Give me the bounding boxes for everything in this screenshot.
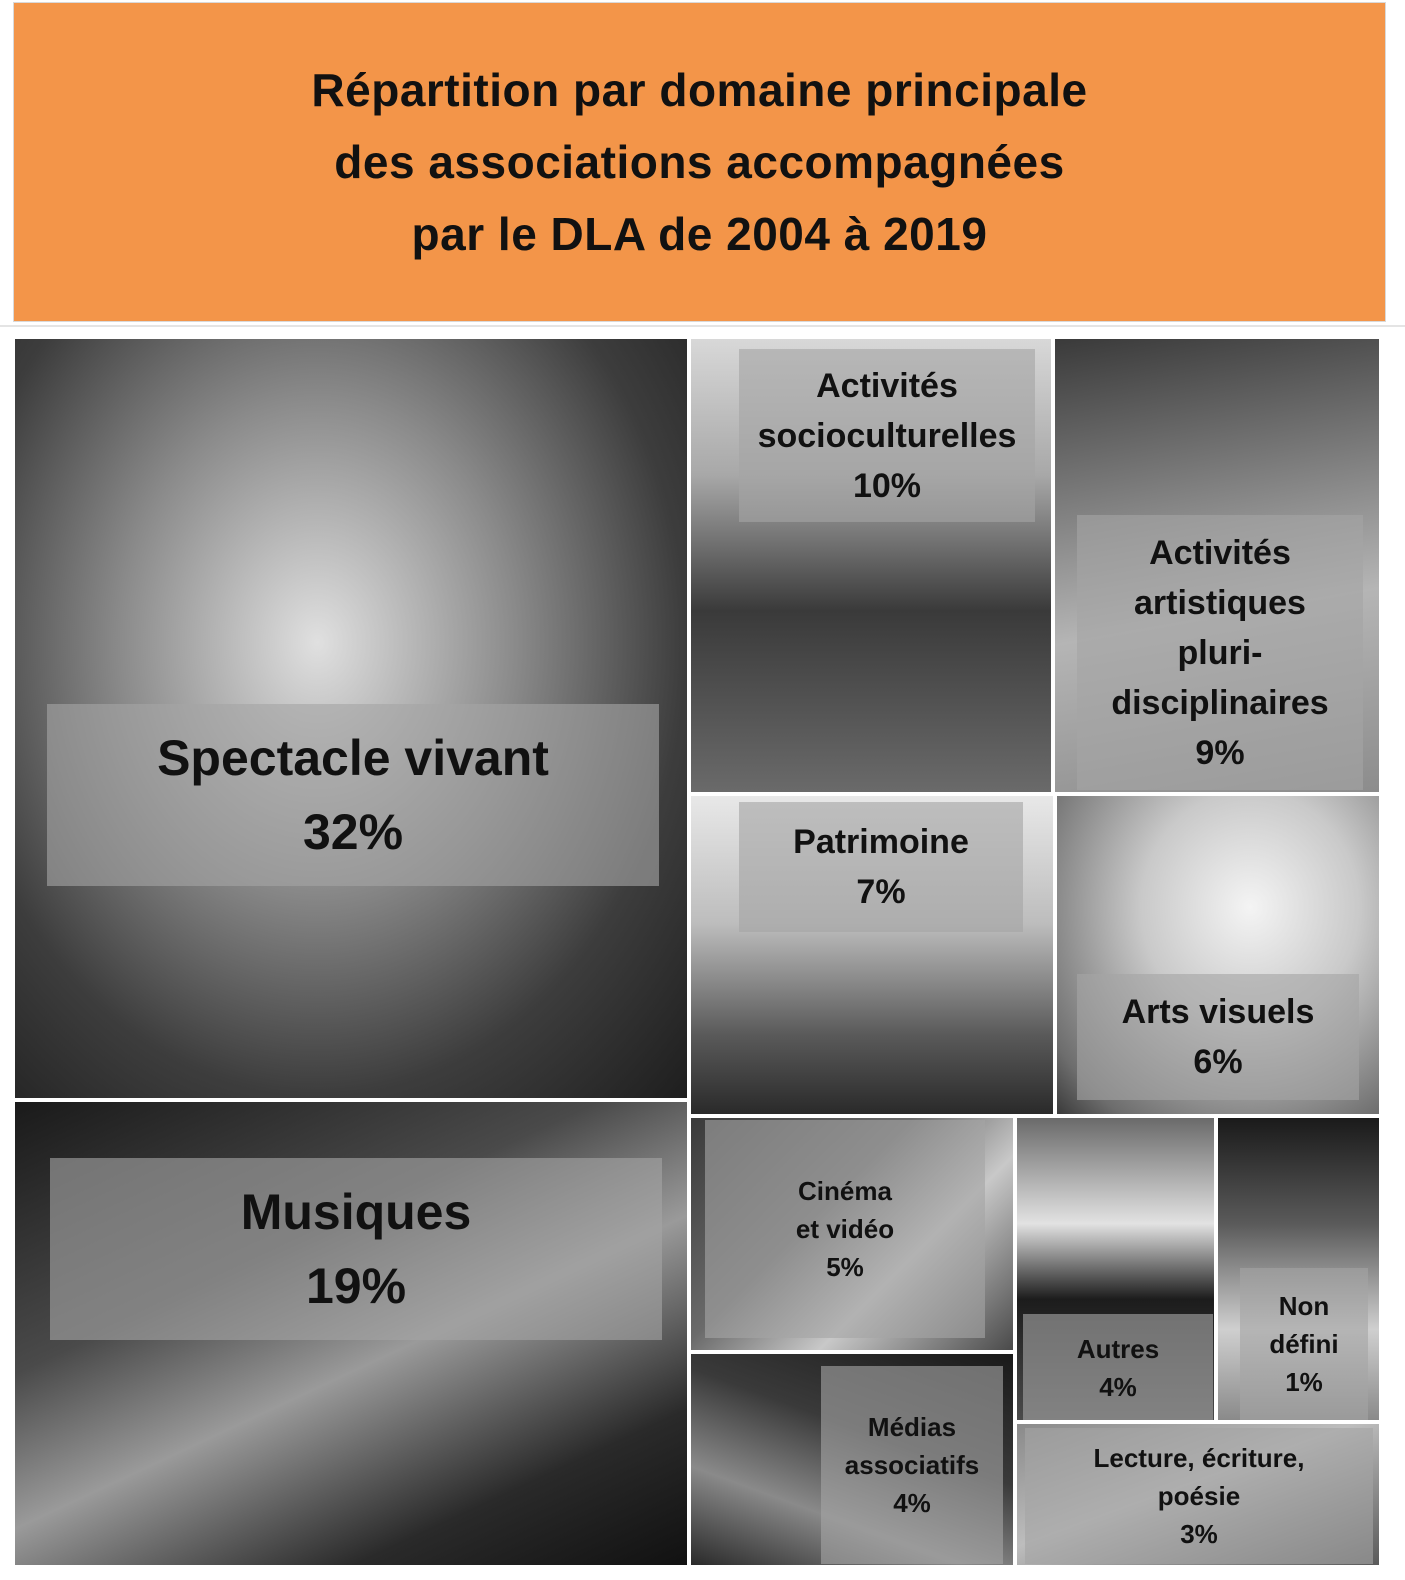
tile-label-name: Non défini: [1269, 1291, 1339, 1359]
chart-title: Répartition par domaine principale des associations accompagnées par le DLA de 2004 à 2019: [311, 64, 1088, 260]
tile-label-value: 5%: [826, 1252, 864, 1282]
treemap-tile-arts-visuels: [1055, 794, 1381, 1116]
treemap-tile-lecture-ecriture-poesie: [1015, 1422, 1381, 1567]
treemap-tile-musiques: [13, 1100, 689, 1567]
tile-label-value: 6%: [1193, 1043, 1243, 1081]
tile-label-value: 9%: [1195, 733, 1245, 772]
tile-label-box: [1240, 1268, 1368, 1420]
tile-label-name: Musiques: [240, 1184, 472, 1240]
tile-label-box: [1077, 974, 1359, 1100]
tile-label-name: Patrimoine: [793, 823, 969, 861]
tile-label-name: Spectacle vivant: [157, 730, 549, 786]
treemap-tile-activites-socioculturelles: [689, 337, 1053, 794]
tile-label-box: [705, 1120, 985, 1338]
tile-label-name: Médias associatifs: [844, 1412, 980, 1480]
treemap-tile-non-defini: [1216, 1116, 1381, 1422]
tile-label-name: Lecture, écriture, poésie: [1093, 1443, 1305, 1511]
tile-label-box: [1077, 515, 1363, 790]
tile-label-box: [47, 704, 659, 886]
tile-label-value: 1%: [1285, 1367, 1323, 1397]
tile-label-value: 4%: [893, 1488, 931, 1518]
tile-label-value: 19%: [305, 1258, 407, 1314]
tile-label-value: 3%: [1180, 1519, 1218, 1549]
tile-label-box: [50, 1158, 662, 1340]
tile-label-value: 4%: [1099, 1372, 1137, 1402]
tile-label-value: 32%: [302, 804, 404, 860]
tile-label-name: Arts visuels: [1121, 993, 1315, 1031]
tile-label-box: [739, 349, 1035, 522]
tile-label-value: 7%: [856, 873, 906, 911]
treemap-tile-activites-artistiques: [1053, 337, 1381, 794]
treemap-tile-autres: [1015, 1116, 1216, 1422]
treemap-tile-patrimoine: [689, 794, 1055, 1116]
tile-label-name: Activités socioculturelles: [757, 366, 1017, 455]
tile-label-box: [1025, 1428, 1373, 1564]
treemap-tile-spectacle-vivant: [13, 337, 689, 1100]
tile-label-value: 10%: [852, 466, 922, 505]
tile-label-name: Cinéma et vidéo: [795, 1176, 895, 1244]
tile-label-name: Autres: [1076, 1334, 1160, 1364]
treemap-tile-medias-associatifs: [689, 1352, 1015, 1567]
tile-label-name: Activités artistiques pluri- disciplinaires: [1111, 533, 1329, 722]
tile-label-box: [1023, 1314, 1213, 1422]
tile-label-box: [821, 1366, 1003, 1564]
treemap-tile-cinema-video: [689, 1116, 1015, 1352]
tile-label-box: [739, 802, 1023, 932]
